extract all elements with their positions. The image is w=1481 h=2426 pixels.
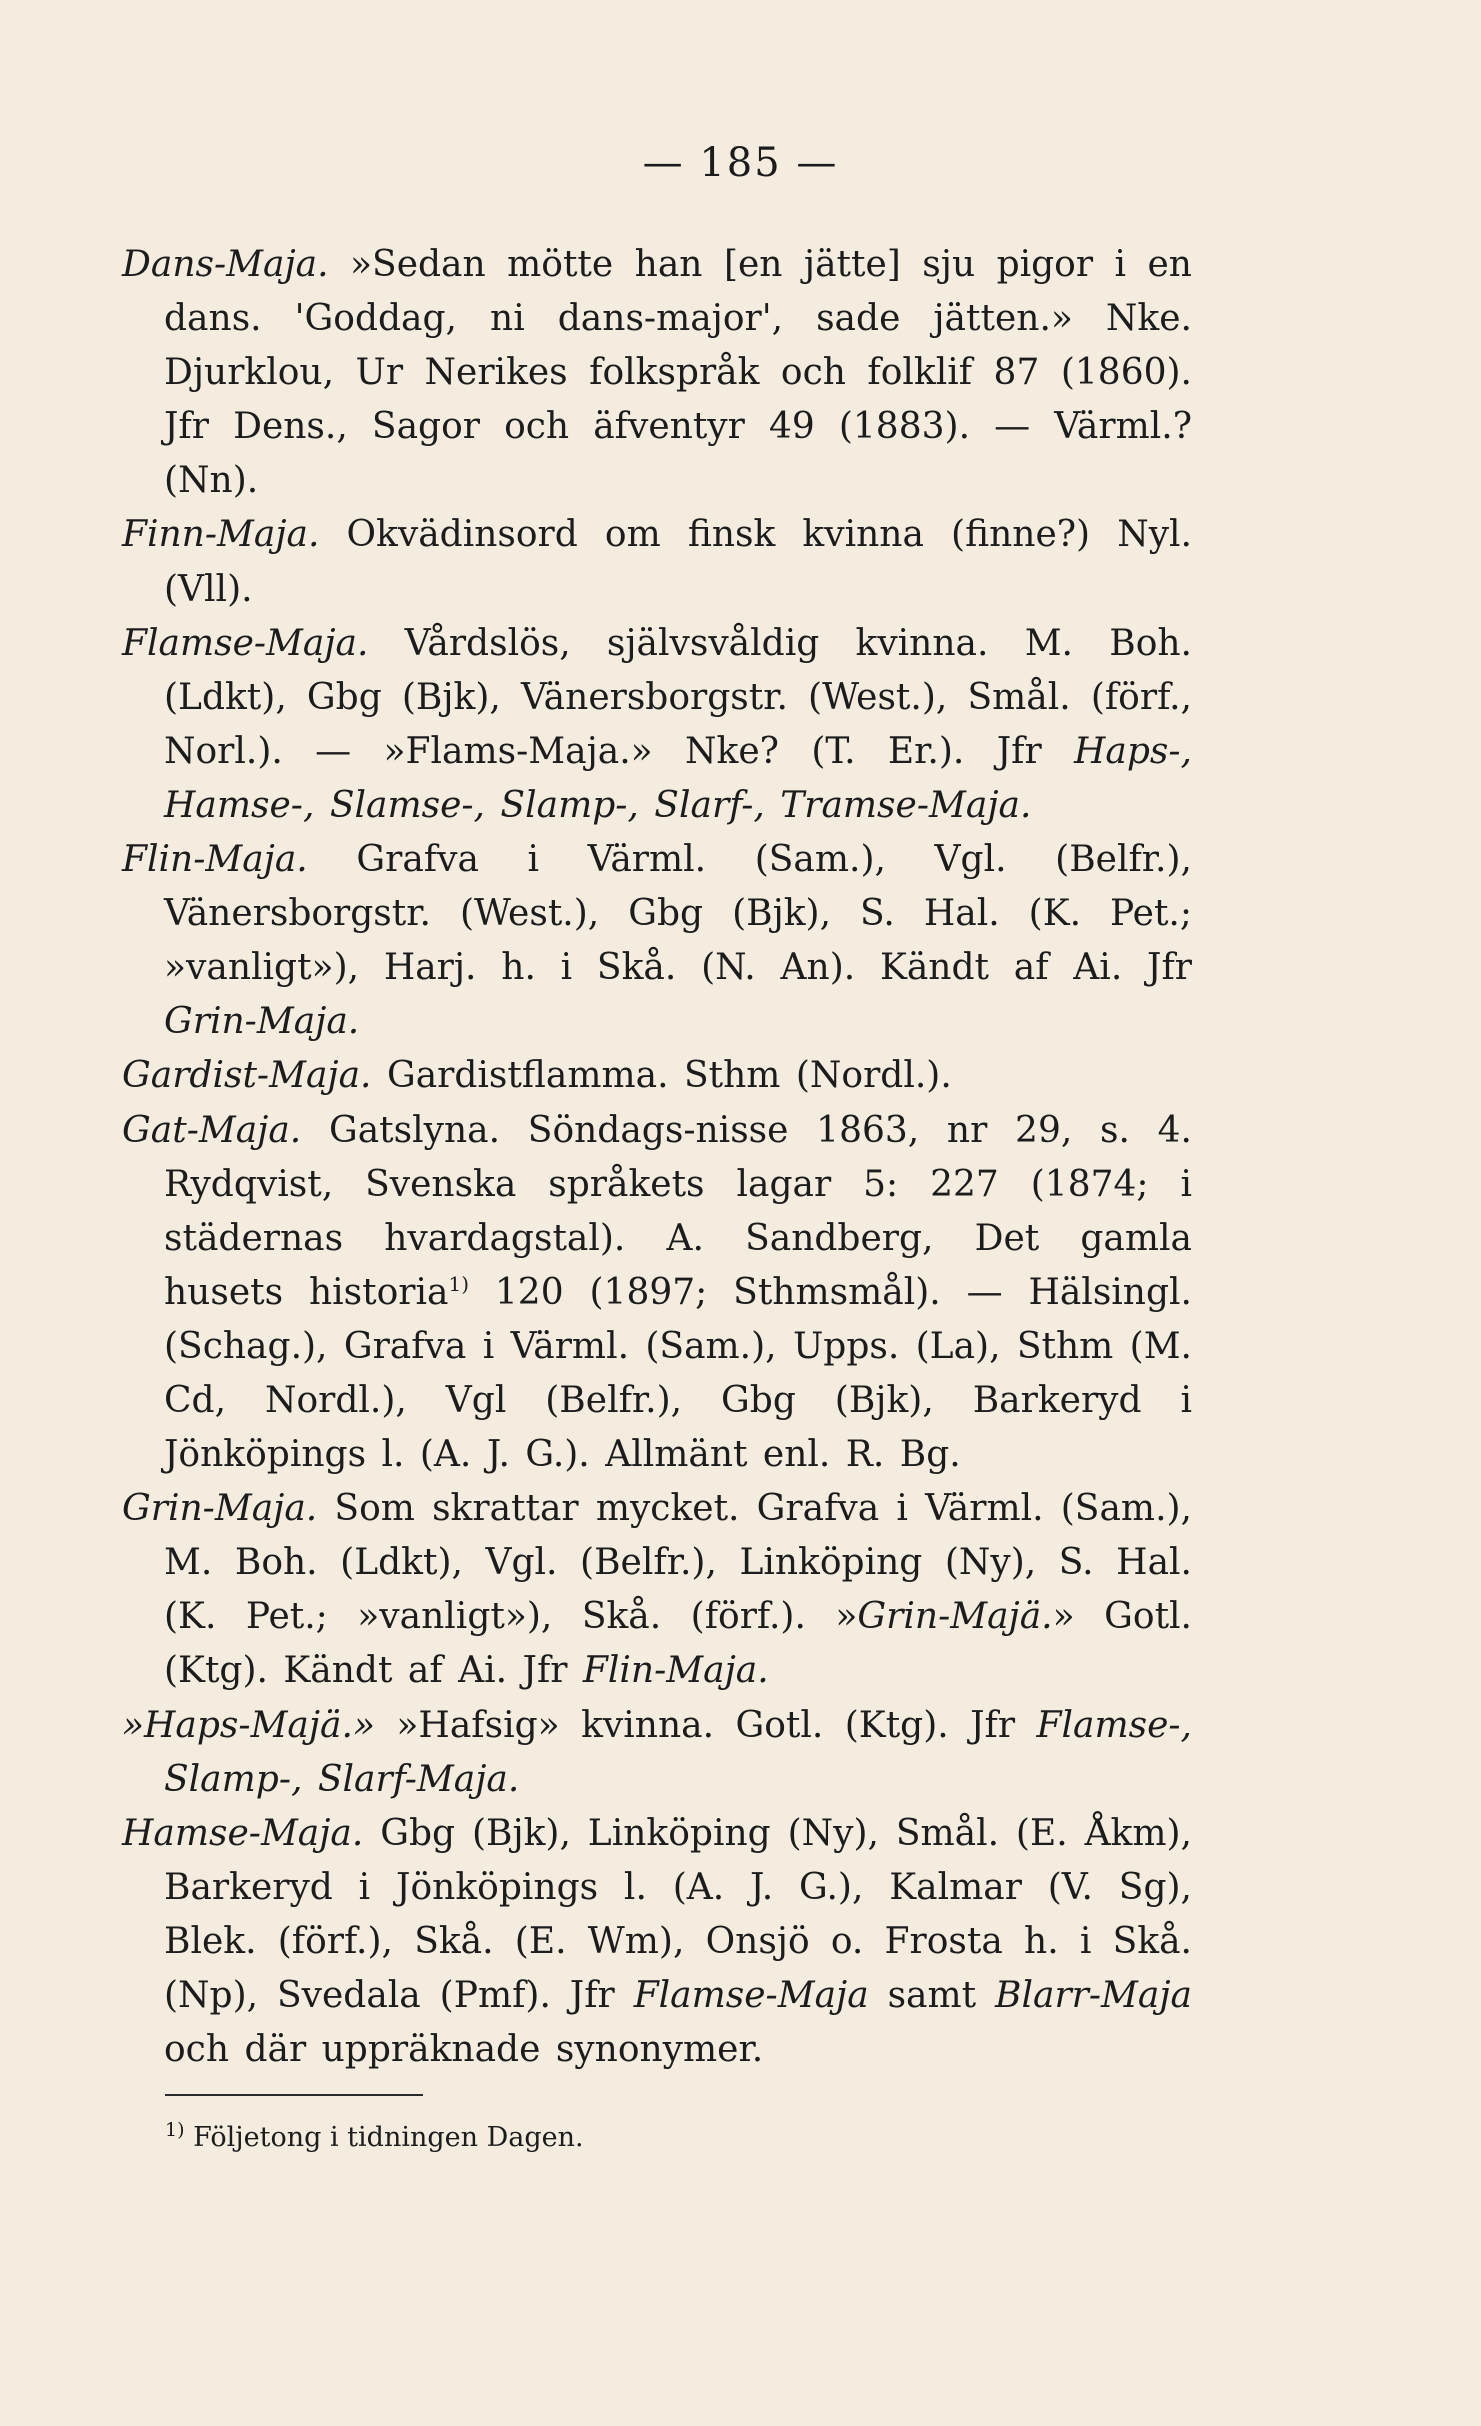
entry-text: Som skrattar mycket. Grafva i Värml. (Sam.), M. Boh. (Ldkt), Vgl. (Belfr.), Linköping (Ny), S. Hal. (K. Pet.; »vanligt»), Skå. (förf.). » — [164, 1488, 1192, 1638]
headword: »Haps-Majä.» — [122, 1704, 375, 1746]
page-number: — 185 — — [642, 140, 839, 186]
entry — [122, 1104, 1192, 1483]
entry — [122, 1049, 1192, 1103]
footnote-divider — [165, 2094, 423, 2096]
entry — [122, 1482, 1192, 1698]
cross-reference: Haps-, Hamse-, Slamse-, Slamp-, Slarf-, Tramse-Maja. — [164, 730, 1192, 826]
entry — [122, 238, 1192, 508]
headword: Flin-Maja. — [122, 839, 308, 881]
entry-text: Gardistflamma. Sthm (Nordl.). — [371, 1055, 952, 1097]
headword: Hamse-Maja. — [122, 1812, 364, 1854]
entry — [122, 1807, 1192, 2077]
entry — [122, 508, 1192, 616]
entry — [122, 617, 1192, 833]
entry-text: och där uppräknade synonymer. — [164, 2029, 764, 2071]
cross-reference: Grin-Majä. — [857, 1596, 1053, 1638]
entry-text: Vårdslös, självsvåldig kvinna. M. Boh. (Ldkt), Gbg (Bjk), Vänersborgstr. (West.), Smål. (förf., Norl.). — »Flams-Maja.» Nke? (T. Er.). Jfr — [164, 622, 1192, 772]
entry — [122, 1699, 1192, 1807]
entry-text: »Sedan mötte han [en jätte] sju pigor i en dans. 'Goddag, ni dans-major', sade jätten.» Nke. Djurklou, Ur Nerikes folkspråk och folklif 87 (1860). Jfr Dens., Sagor och äfventyr 49 (1883). — Värml.? (Nn). — [164, 244, 1192, 502]
entry-text: Okvädinsord om finsk kvinna (finne?) Nyl. (Vll). — [164, 514, 1192, 610]
entry-text: samt — [868, 1975, 996, 2016]
entry-text: 120 (1897; Sthmsmål). — Hälsingl. (Schag.), Grafva i Värml. (Sam.), Upps. (La), Sthm (M. Cd, Nordl.), Vgl (Belfr.), Gbg (Bjk), Barkeryd i Jönköpings l. (A. J. G.). Allmänt enl. R. Bg. — [164, 1271, 1192, 1476]
entry-text: » Gotl. (Ktg). Kändt af Ai. Jfr — [164, 1596, 1192, 1692]
entry-text: »Hafsig» kvinna. Gotl. (Ktg). Jfr — [374, 1704, 1037, 1746]
cross-reference: Blarr-Maja — [995, 1975, 1192, 2016]
headword: Gat-Maja. — [122, 1109, 302, 1151]
headword: Flamse-Maja. — [122, 622, 369, 664]
headword: Gardist-Maja. — [122, 1055, 372, 1097]
entry-text: Grafva i Värml. (Sam.), Vgl. (Belfr.), Vänersborgstr. (West.), Gbg (Bjk), S. Hal. (K. Pet.; »vanligt»), Harj. h. i Skå. (N. An). Kändt af Ai. Jfr — [164, 839, 1192, 989]
cross-reference: Flamse-Maja — [633, 1975, 869, 2016]
footnote-text: Följetong i tidningen Dagen. — [184, 2122, 584, 2153]
entry-text: Gatslyna. Söndags-nisse 1863, nr 29, s. 4. Rydqvist, Svenska språkets lagar 5: 227 (1874; i städernas hvardagstal). A. Sandberg, Det gamla husets historia — [164, 1109, 1192, 1313]
footnote-mark: 1) — [165, 2119, 185, 2141]
headword: Finn-Maja. — [122, 514, 320, 556]
headword: Dans-Maja. — [122, 244, 329, 285]
footnote — [165, 2110, 584, 2158]
dictionary-entries — [122, 238, 1192, 2077]
footnote-reference: 1) — [448, 1271, 470, 1296]
headword: Grin-Maja. — [122, 1488, 318, 1530]
cross-reference: Grin-Maja. — [164, 1001, 360, 1043]
cross-reference: Flamse-, Slamp-, Slarf-Maja. — [164, 1704, 1192, 1800]
entry — [122, 833, 1192, 1049]
entry-text: Gbg (Bjk), Linköping (Ny), Smål. (E. Åkm), Barkeryd i Jönköpings l. (A. J. G.), Kalmar (V. Sg), Blek. (förf.), Skå. (E. Wm), Onsjö o. Frosta h. i Skå. (Np), Svedala (Pmf). Jfr — [164, 1812, 1192, 2016]
cross-reference: Flin-Maja. — [582, 1650, 769, 1692]
